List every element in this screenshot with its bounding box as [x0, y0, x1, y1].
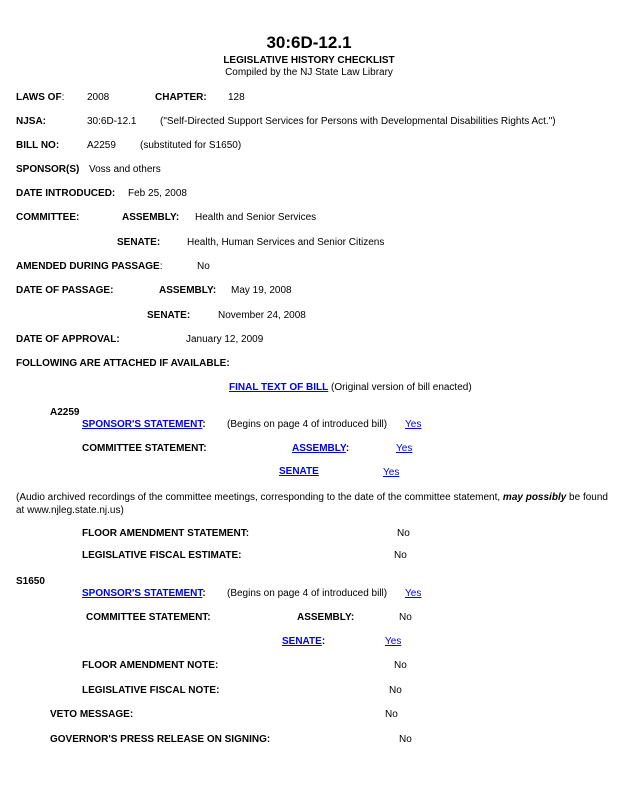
committee-senate-value: Health, Human Services and Senior Citizens: [187, 237, 385, 248]
a2259-sponsor-statement-note: (Begins on page 4 of introduced bill): [227, 419, 388, 430]
laws-of-label: LAWS OF: [16, 92, 62, 103]
committee-assembly-label: ASSEMBLY:: [122, 212, 180, 223]
date-of-approval-label: DATE OF APPROVAL:: [16, 334, 120, 345]
date-of-approval-value: January 12, 2009: [186, 334, 264, 345]
bill-no-label: BILL NO:: [16, 140, 60, 151]
page-title: 30:6D-12.1: [266, 33, 352, 52]
veto-value: No: [385, 709, 398, 720]
a2259-sponsor-statement-group: [82, 419, 206, 431]
laws-of-label-group: [16, 92, 64, 104]
a2259-sponsor-statement-yes-link[interactable]: Yes: [405, 419, 422, 430]
amended-value: No: [197, 261, 210, 272]
a2259-fiscal-estimate-label: LEGISLATIVE FISCAL ESTIMATE:: [82, 550, 242, 561]
sponsors-value: Voss and others: [89, 164, 161, 175]
s1650-floor-amendment-label: FLOOR AMENDMENT NOTE:: [82, 660, 219, 671]
a2259-committee-assembly-colon: :: [345, 443, 350, 454]
a2259-committee-assembly-yes-link[interactable]: Yes: [396, 443, 413, 454]
audio-note: [16, 491, 616, 517]
a2259-committee-senate-yes-link[interactable]: Yes: [383, 467, 400, 478]
attached-heading: FOLLOWING ARE ATTACHED IF AVAILABLE:: [16, 358, 230, 369]
committee-label: COMMITTEE:: [16, 212, 80, 223]
press-release-label: GOVERNOR'S PRESS RELEASE ON SIGNING:: [50, 734, 271, 745]
chapter-value: 128: [228, 92, 245, 103]
audio-note-suffix: be found at www.njleg.state.nj.us): [16, 492, 608, 516]
laws-of-value: 2008: [87, 92, 110, 103]
s1650-sponsor-statement-group: [82, 588, 206, 600]
amended-label: AMENDED DURING PASSAGE: [16, 261, 160, 272]
a2259-committee-assembly-group: [292, 443, 349, 455]
a2259-fiscal-estimate-value: No: [394, 550, 407, 561]
s1650-committee-senate-group: [282, 636, 325, 648]
a2259-label: A2259: [50, 407, 80, 418]
chapter-label: CHAPTER:: [155, 92, 207, 103]
page-subtitle: LEGISLATIVE HISTORY CHECKLIST: [223, 55, 395, 66]
audio-note-prefix: (Audio archived recordings of the committee meetings, corresponding to the date of the committee statement,: [16, 492, 503, 503]
laws-of-colon: :: [61, 92, 65, 103]
s1650-committee-senate-link[interactable]: SENATE: [282, 636, 322, 647]
a2259-sponsor-statement-link[interactable]: SPONSOR'S STATEMENT: [82, 419, 203, 430]
s1650-sponsor-statement-note: (Begins on page 4 of introduced bill): [227, 588, 388, 599]
s1650-floor-amendment-value: No: [394, 660, 407, 671]
passage-assembly-value: May 19, 2008: [231, 285, 292, 296]
njsa-description: ("Self-Directed Support Services for Persons with Developmental Disabilities Rights Act."): [160, 116, 556, 127]
final-text-link[interactable]: FINAL TEXT OF BILL: [229, 382, 329, 393]
s1650-committee-assembly-label: ASSEMBLY:: [297, 612, 355, 623]
passage-senate-value: November 24, 2008: [218, 310, 306, 321]
compiled-by: Compiled by the NJ State Law Library: [225, 67, 393, 78]
njsa-value: 30:6D-12.1: [87, 116, 137, 127]
a2259-committee-statement-label: COMMITTEE STATEMENT:: [82, 443, 207, 454]
audio-note-emphasis: may possibly: [502, 492, 567, 503]
final-text-note: (Original version of bill enacted): [331, 382, 472, 393]
s1650-committee-senate-colon: :: [321, 636, 326, 647]
s1650-sponsor-statement-link[interactable]: SPONSOR'S STATEMENT: [82, 588, 203, 599]
passage-senate-label: SENATE:: [147, 310, 191, 321]
amended-label-group: [16, 261, 163, 273]
final-text-row: [229, 382, 472, 394]
bill-no-note: (substituted for S1650): [140, 140, 242, 151]
date-introduced-value: Feb 25, 2008: [128, 188, 187, 199]
s1650-fiscal-note-value: No: [389, 685, 402, 696]
s1650-fiscal-note-label: LEGISLATIVE FISCAL NOTE:: [82, 685, 220, 696]
s1650-committee-assembly-value: No: [399, 612, 412, 623]
sponsors-label: SPONSOR(S): [16, 164, 80, 175]
njsa-label: NJSA:: [16, 116, 47, 127]
s1650-committee-statement-label: COMMITTEE STATEMENT:: [86, 612, 211, 623]
date-of-passage-label: DATE OF PASSAGE:: [16, 285, 114, 296]
veto-label: VETO MESSAGE:: [50, 709, 134, 720]
date-introduced-label: DATE INTRODUCED:: [16, 188, 116, 199]
a2259-sponsor-statement-colon: :: [202, 419, 206, 430]
passage-assembly-label: ASSEMBLY:: [159, 285, 217, 296]
press-release-value: No: [399, 734, 412, 745]
committee-senate-label: SENATE:: [117, 237, 161, 248]
s1650-sponsor-statement-yes-link[interactable]: Yes: [405, 588, 422, 599]
amended-colon: :: [159, 261, 163, 272]
s1650-label: S1650: [16, 576, 45, 587]
committee-assembly-value: Health and Senior Services: [195, 212, 317, 223]
bill-no-value: A2259: [87, 140, 116, 151]
a2259-committee-senate-link[interactable]: SENATE: [279, 466, 319, 477]
a2259-floor-amendment-label: FLOOR AMENDMENT STATEMENT:: [82, 528, 250, 539]
a2259-committee-assembly-link[interactable]: ASSEMBLY: [292, 443, 346, 454]
s1650-committee-senate-yes-link[interactable]: Yes: [385, 636, 402, 647]
a2259-floor-amendment-value: No: [397, 528, 410, 539]
s1650-sponsor-statement-colon: :: [202, 588, 206, 599]
